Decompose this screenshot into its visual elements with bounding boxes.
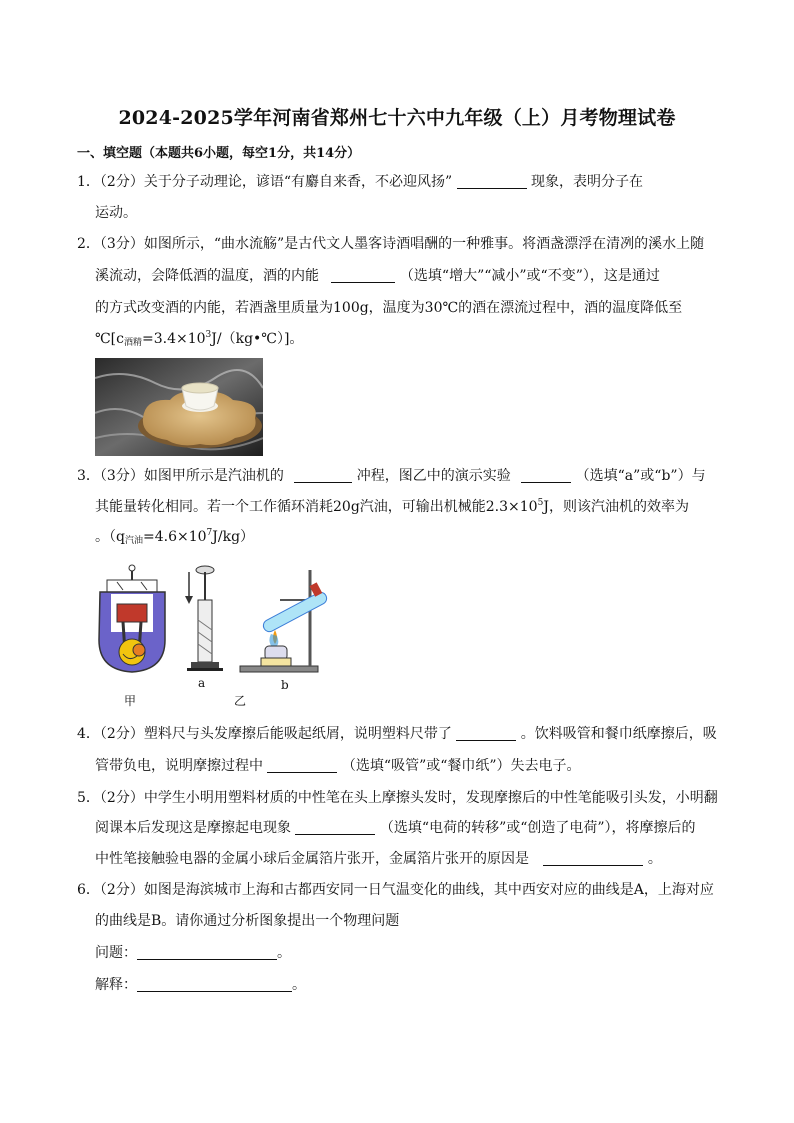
question-2: 2．（3分）如图所示，“曲水流觞”是古代文人墨客诗酒唱酬的一种雅事。将酒盏漂浮在清冽的溪水上随 <box>77 236 705 252</box>
section-heading: 一、填空题（本题共6小题，每空1分，共14分） <box>77 146 361 161</box>
q2-sup: 3 <box>205 330 212 340</box>
q3-blank-2[interactable] <box>521 468 571 483</box>
q5-line-2 <box>95 818 696 838</box>
q4-text: 。饮料吸管和餐巾纸摩擦后，吸 <box>520 726 717 742</box>
q1-blank[interactable] <box>457 174 527 189</box>
q4-line-2 <box>95 756 581 776</box>
q5-text: 。 <box>647 851 662 867</box>
q4-blank-2[interactable] <box>267 758 337 773</box>
q2-text: J/（kg•℃）]。 <box>211 331 304 347</box>
air-pump-diagram <box>185 566 223 671</box>
q1-text: 现象，表明分子在 <box>531 174 644 190</box>
q5-text: （选填“电荷的转移”或“创造了电荷”），将摩擦后的 <box>379 820 696 836</box>
q5-line-3 <box>95 849 662 869</box>
q3-text: 3．（3分）如图甲所示是汽油机的 <box>77 468 284 484</box>
q3-text: =4.6×10 <box>142 529 207 545</box>
q2-line-3: 的方式改变酒的内能，若酒盏里质量为100g，温度为30℃的酒在漂流过程中，酒的温度降低至 <box>95 300 683 316</box>
q2-blank-1[interactable] <box>331 268 395 283</box>
q3-sub: 汽油 <box>124 536 143 546</box>
q6-line-2: 的曲线是B。请你通过分析图象提出一个物理问题 <box>95 913 400 929</box>
question-3 <box>77 466 706 486</box>
figure-label-b: b <box>281 678 289 692</box>
engine-diagram <box>99 565 165 672</box>
q3-sup: 5 <box>537 498 544 508</box>
q3-text: J，则该汽油机的效率为 <box>543 499 689 515</box>
q6-answer-blank[interactable] <box>137 977 292 992</box>
q6-question-row <box>95 943 291 963</box>
question-4 <box>77 724 717 744</box>
q3-text: 冲程，图乙中的演示实验 <box>356 468 511 484</box>
figure-label-a: a <box>198 676 206 690</box>
q2-text: （选填“增大”“减小”或“不变”），这是通过 <box>399 268 660 284</box>
q5-blank-1[interactable] <box>295 820 375 835</box>
figure-label-jia: 甲 <box>124 694 137 708</box>
q2-line-2 <box>95 266 660 286</box>
q6-text: 。 <box>277 945 291 961</box>
question-5: 5．（2分）中学生小明用塑料材质的中性笔在头上摩擦头发时，发现摩擦后的中性笔能吸引头发，小明翻 <box>77 790 718 806</box>
figure-label-yi: 乙 <box>234 694 247 708</box>
q5-text: 阅课本后发现这是摩擦起电现象 <box>95 820 291 836</box>
q6-question-label: 问题： <box>95 945 137 961</box>
q4-text: （选填“吸管”或“餐巾纸”）失去电子。 <box>341 758 581 774</box>
question-6: 6．（2分）如图是海滨城市上海和古都西安同一日气温变化的曲线，其中西安对应的曲线是A，上海对应 <box>77 882 714 898</box>
q5-blank-2[interactable] <box>543 851 643 866</box>
q3-text: 。（q <box>95 529 125 545</box>
q3-text: （选填“a”或“b”）与 <box>575 468 706 484</box>
q4-text: 4．（2分）塑料尺与头发摩擦后能吸起纸屑，说明塑料尺带了 <box>77 726 452 742</box>
page-title: 2024-2025学年河南省郑州七十六中九年级（上）月考物理试卷 <box>118 107 676 129</box>
q1-text: 1．（2分）关于分子动理论，谚语“有麝自来香，不必迎风扬” <box>77 174 453 190</box>
engine-experiment-figure <box>95 560 345 685</box>
q3-line-3 <box>95 527 254 547</box>
q1-line-2: 运动。 <box>95 205 137 221</box>
q3-blank-1[interactable] <box>294 468 352 483</box>
wine-cup-photo <box>95 358 263 456</box>
q2-text: 溪流动，会降低酒的温度，酒的内能 <box>95 268 319 284</box>
q6-answer-label: 解释： <box>95 977 137 993</box>
q5-text: 中性笔接触验电器的金属小球后金属箔片张开，金属箔片张开的原因是 <box>95 851 529 867</box>
q3-text: 其能量转化相同。若一个工作循环消耗20g汽油，可输出机械能2.3×10 <box>95 499 538 515</box>
q3-sup: 7 <box>206 528 213 538</box>
q6-question-blank[interactable] <box>137 945 277 960</box>
q2-sub: 酒精 <box>123 338 142 348</box>
q2-text: ℃[c <box>95 331 124 347</box>
q2-line-4 <box>95 329 303 349</box>
q2-text: =3.4×10 <box>141 331 206 347</box>
q4-text: 管带负电，说明摩擦过程中 <box>95 758 263 774</box>
q3-line-2 <box>95 497 689 517</box>
q4-blank-1[interactable] <box>456 726 516 741</box>
test-tube-diagram <box>240 570 329 672</box>
q3-text: J/kg） <box>212 529 255 545</box>
question-1 <box>77 172 643 192</box>
q6-answer-row <box>95 975 306 995</box>
q6-text: 。 <box>292 977 306 993</box>
